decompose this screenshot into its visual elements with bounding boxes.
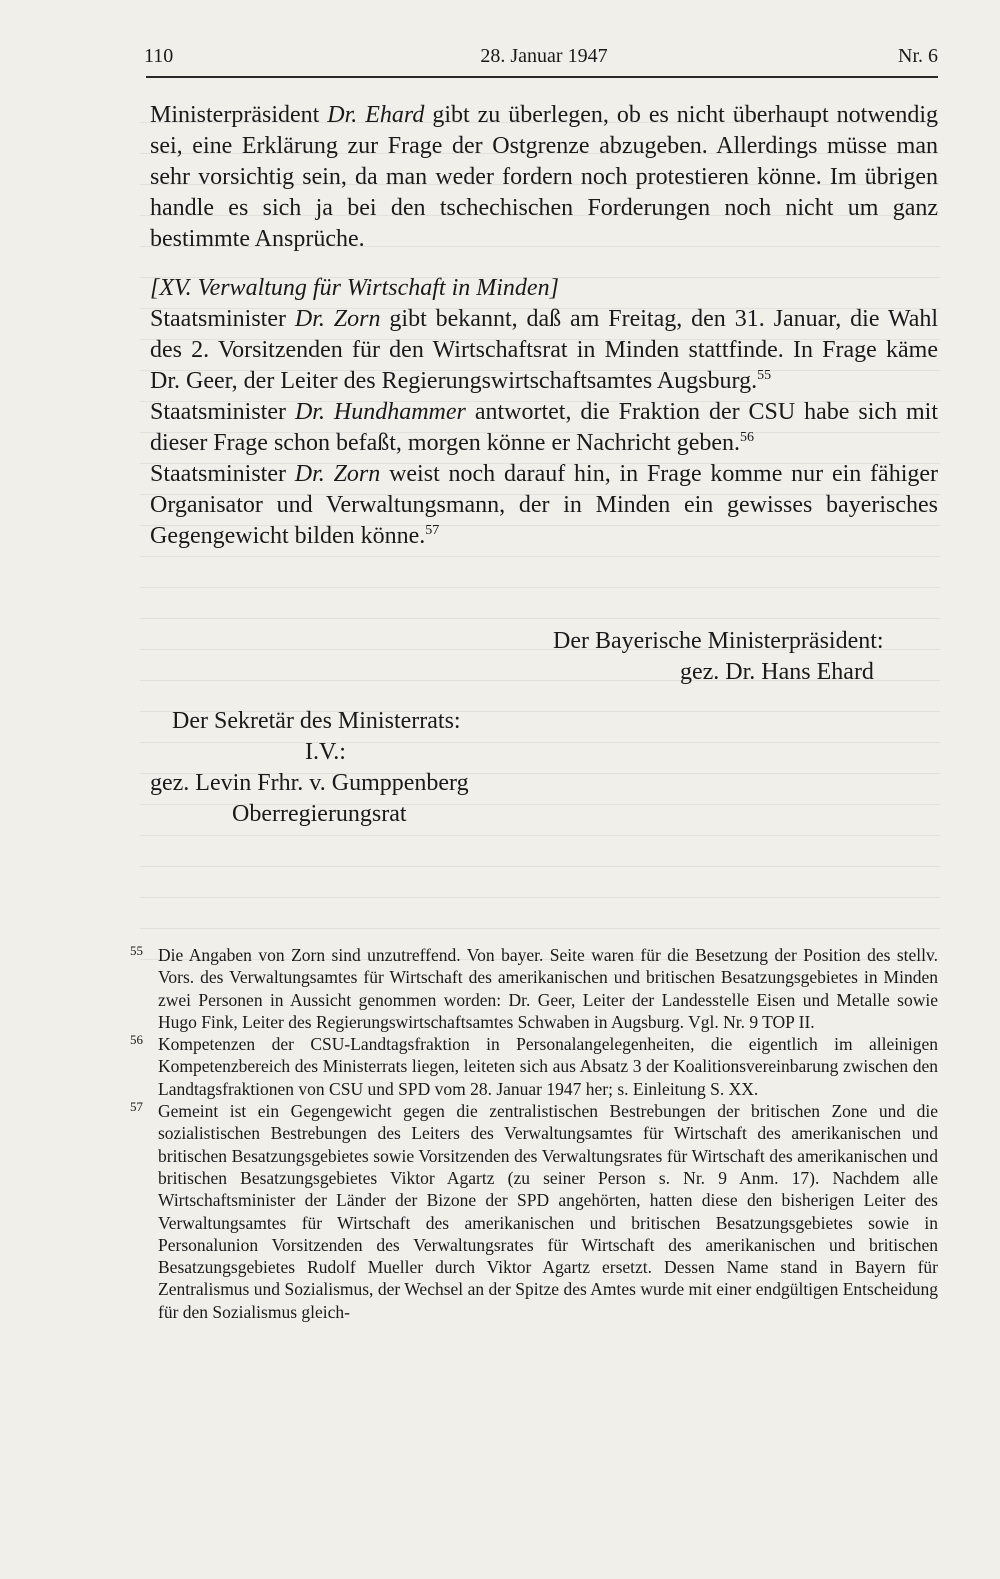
- header-rule: [146, 76, 938, 78]
- signature-minister-name: gez. Dr. Hans Ehard: [680, 659, 874, 685]
- paragraph-ehard: Ministerpräsident Dr. Ehard gibt zu überlegen, ob es nicht überhaupt notwendig sei, eine Erklärung zur Frage der Ostgrenze abzugeben. Allerdings müsse man sehr vorsichtig sein, da man weder fordern noch protestieren könne. Im übrigen handle es sich ja bei den tschechischen Forderungen noch nicht um ganz bestimmte Ansprüche.: [150, 102, 938, 252]
- header-date: 28. Januar 1947: [480, 45, 608, 67]
- footnote-number: 55: [130, 943, 143, 958]
- signature-iv: I.V.:: [305, 739, 346, 765]
- speaker-name: Dr. Zorn: [294, 461, 381, 487]
- footnote-56: 56 Kompetenzen der CSU-Landtagsfraktion in Personalangelegenheiten, die eigentlich im alleinigen Kompetenzbereich des Ministerrats liegen, leiteten sich aus Absatz 3 der Koalitionsvereinbarung zwischen den Landtagsfraktionen von CSU und SPD vom 28. Januar 1947 her; s. Einleitung S. XX.: [130, 1033, 938, 1100]
- footnote-number: 57: [130, 1099, 143, 1115]
- main-text: [150, 100, 938, 552]
- footnote-55: 55 Die Angaben von Zorn sind unzutreffend. Von bayer. Seite waren für die Besetzung der Position des stellv. Vors. des Verwaltungsamtes für Wirtschaft des amerikanischen und britischen Besatzungsgebietes in Minden zwei Personen in Aussicht genommen worden: Dr. Geer, Leiter der Landesstelle Eisen und Metalle sowie Hugo Fink, Leiter des Regierungswirtschaftsamtes Schwaben in Augsburg. Vgl. Nr. 9 TOP II.: [130, 944, 938, 1033]
- paragraph-hundhammer: Staatsminister Dr. Hundhammer antwortet, die Fraktion der CSU habe sich mit dieser Frage schon befaßt, morgen könne er Nachricht geben.$^{56}$: [150, 399, 939, 456]
- paragraph-zorn-2: Staatsminister Dr. Zorn weist noch darauf hin, in Frage komme nur ein fähiger Organisator und Verwaltungsmann, der in Minden ein gewisses bayerisches Gegengewicht bilden könne.$^{57}$: [150, 461, 939, 549]
- signature-secretary-title: Der Sekretär des Ministerrats:: [172, 708, 461, 734]
- footnotes: [130, 944, 938, 1323]
- signature-minister-title: Der Bayerische Ministerpräsident:: [553, 628, 884, 654]
- running-header: [144, 45, 938, 75]
- footnote-number: 56: [130, 1032, 143, 1048]
- footnote-ref[interactable]: 57: [425, 523, 440, 538]
- footnote-ref[interactable]: 56: [740, 430, 755, 445]
- page-number: 110: [144, 45, 174, 67]
- speaker-name: Dr. Hundhammer: [294, 399, 466, 425]
- document-number: Nr. 6: [898, 45, 938, 67]
- paragraph-zorn-1: Staatsminister Dr. Zorn gibt bekannt, daß am Freitag, den 31. Januar, die Wahl des 2. Vorsitzenden für den Wirtschaftsrat in Minden stattfinde. In Frage käme Dr. Geer, der Leiter des Regierungswirtschaftsamtes Augsburg.$^{55}$: [150, 306, 939, 394]
- footnote-ref[interactable]: 55: [757, 368, 772, 383]
- section-title: [XV. Verwaltung für Wirtschaft in Minden]: [150, 275, 559, 301]
- speaker-name: Dr. Zorn: [294, 306, 381, 332]
- speaker-name: Dr. Ehard: [327, 102, 425, 128]
- signature-secretary-rank: Oberregierungsrat: [232, 801, 407, 827]
- signature-secretary-name: gez. Levin Frhr. v. Gumppenberg: [150, 770, 469, 796]
- footnote-57: 57 Gemeint ist ein Gegengewicht gegen die zentralistischen Bestrebungen der britischen Zone und die sozialistischen Bestrebungen des Leiters des Verwaltungsamtes für Wirtschaft des amerikanischen und britischen Besatzungsgebietes sowie Vorsitzenden des Verwaltungsrates für Wirtschaft des amerikanischen und britischen Besatzungsgebietes Viktor Agartz (zu seiner Person s. Nr. 9 Anm. 17). Nachdem alle Wirtschaftsminister der Länder der Bizone der SPD angehörten, hatten diese den bisherigen Leiter des Verwaltungsamtes für Wirtschaft des amerikanischen und britischen Besatzungsgebietes sowie in Personalunion Vorsitzenden des Verwaltungsrates für Wirtschaft des amerikanischen und britischen Besatzungsgebietes Rudolf Mueller durch Viktor Agartz ersetzt. Dessen Name stand in Bayern für Zentralismus und Sozialismus, der Wechsel an der Spitze des Amtes wurde mit einer endgültigen Entscheidung für den Sozialismus gleich-: [130, 1100, 938, 1323]
